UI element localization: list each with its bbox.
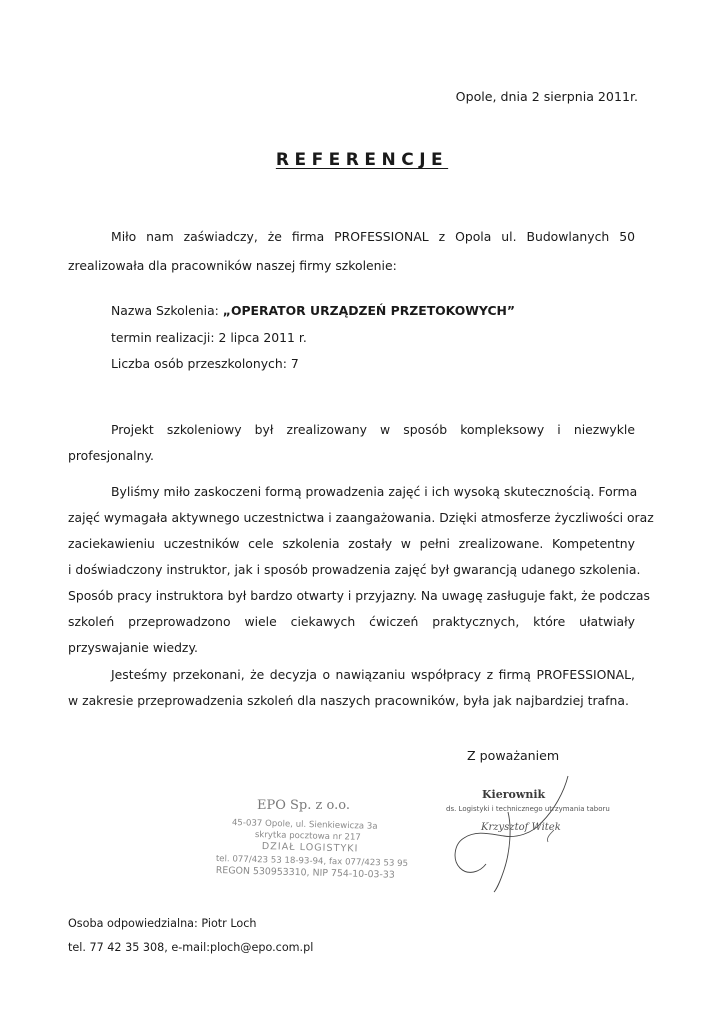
- stamp-postbox: skrytka pocztowa nr 217: [254, 830, 361, 843]
- intro-line-1: Miło nam zaświadczy, że firma PROFESSIONAL z Opola ul. Budowlanych 50: [111, 229, 635, 244]
- training-date: termin realizacji: 2 lipca 2011 r.: [111, 330, 307, 345]
- stamp-phones: tel. 077/423 53 18-93-94, fax 077/423 53 95: [215, 854, 409, 870]
- body-p2-line-7: przyswajanie wiedzy.: [68, 640, 198, 655]
- training-name-label: Nazwa Szkolenia:: [111, 303, 223, 318]
- footer-contact-details: tel. 77 42 35 308, e-mail:ploch@epo.com.pl: [68, 941, 314, 954]
- closing-salutation: Z poważaniem: [467, 748, 560, 763]
- letter-date: Opole, dnia 2 sierpnia 2011r.: [455, 89, 638, 104]
- body-p1-line-1: Projekt szkoleniowy był zrealizowany w sposób kompleksowy i niezwykle: [111, 422, 635, 437]
- signature-block: [446, 772, 636, 912]
- stamp-company: EPO Sp. z o.o.: [257, 798, 350, 813]
- signature-role: Kierownik: [482, 788, 546, 801]
- body-p2-line-2: zajęć wymagała aktywnego uczestnictwa i zaangażowania. Dzięki atmosferze życzliwości oraz: [68, 510, 654, 525]
- body-p2-line-6: szkoleń przeprowadzono wiele ciekawych ćwiczeń praktycznych, które ułatwiały: [68, 614, 635, 629]
- training-name-line: [111, 303, 515, 318]
- stamp-department: DZIAŁ LOGISTYKI: [261, 841, 359, 855]
- body-p2-line-4: i doświadczony instruktor, jak i sposób prowadzenia zajęć był gwarancją udanego szkolenia.: [68, 562, 641, 577]
- stamp-address: 45-037 Opole, ul. Sienkiewicza 3a: [231, 818, 378, 832]
- intro-line-2: zrealizowała dla pracowników naszej firmy szkolenie:: [68, 258, 397, 273]
- footer-contact-person: Osoba odpowiedzialna: Piotr Loch: [68, 917, 257, 930]
- signature-department: ds. Logistyki i technicznego utrzymania taboru: [446, 805, 610, 813]
- body-p2-line-1: Byliśmy miło zaskoczeni formą prowadzenia zajęć i ich wysoką skutecznością. Forma: [111, 484, 638, 499]
- stamp-ids: REGON 530953310, NIP 754-10-03-33: [215, 865, 395, 881]
- company-stamp: [212, 798, 412, 888]
- body-p2-line-5: Sposób pracy instruktora był bardzo otwarty i przyjazny. Na uwagę zasługuje fakt, że podczas: [68, 588, 650, 603]
- training-count: Liczba osób przeszkolonych: 7: [111, 356, 299, 371]
- training-name-value: „OPERATOR URZĄDZEŃ PRZETOKOWYCH”: [222, 303, 516, 318]
- body-p1-line-2: profesjonalny.: [68, 448, 154, 463]
- body-p3-line-1: Jesteśmy przekonani, że decyzja o nawiązaniu współpracy z firmą PROFESSIONAL,: [111, 667, 635, 682]
- body-p2-line-3: zaciekawieniu uczestników cele szkolenia zostały w pełni zrealizowane. Kompetentny: [68, 536, 635, 551]
- body-p3-line-2: w zakresie przeprowadzenia szkoleń dla naszych pracowników, była jak najbardziej trafna.: [68, 693, 629, 708]
- letter-title: REFERENCJE: [275, 150, 449, 170]
- signature-name: Krzysztof Witek: [481, 822, 561, 833]
